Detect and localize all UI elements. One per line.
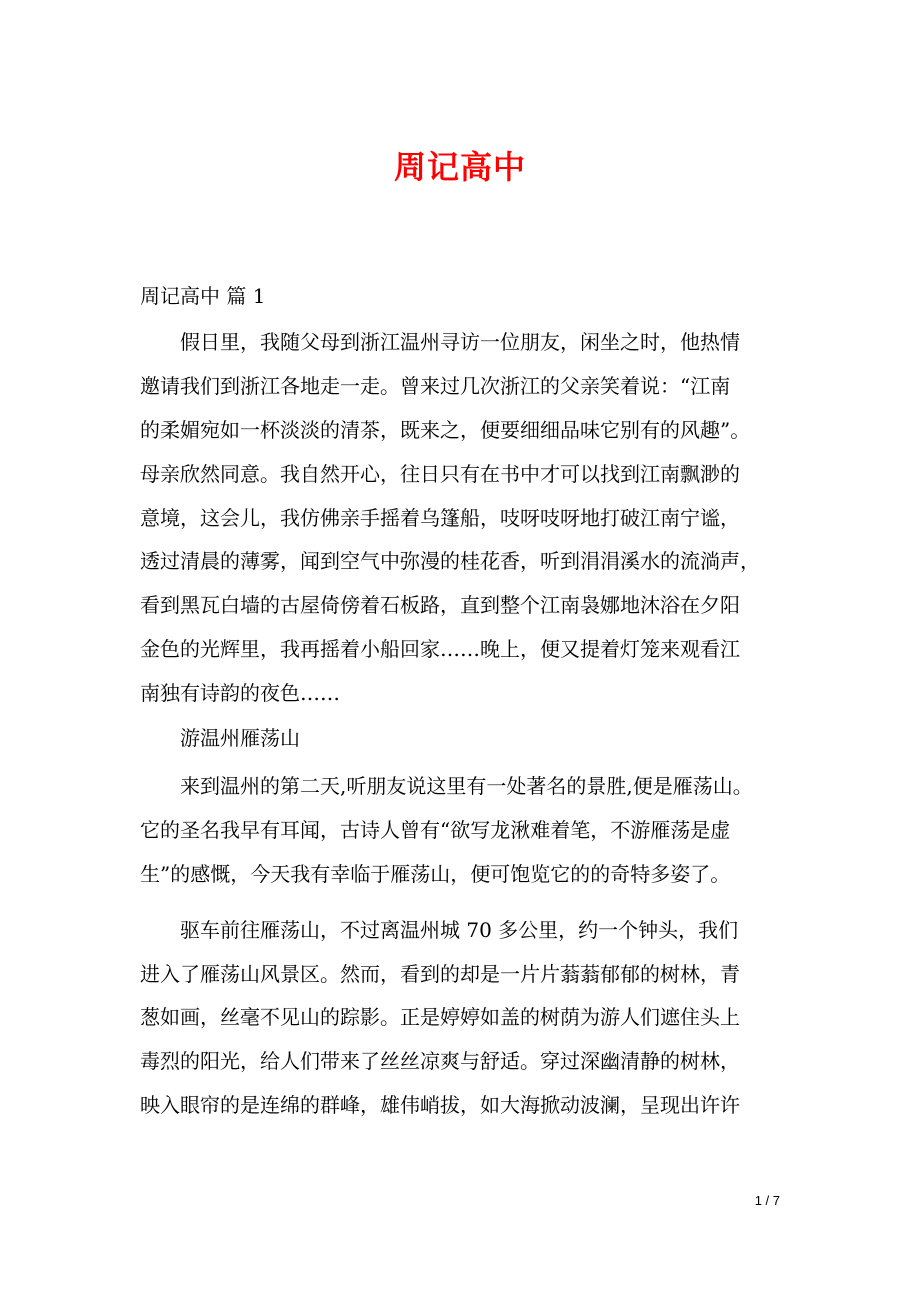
text-line: 意境，这会儿，我仿佛亲手摇着乌篷船，吱呀吱呀地打破江南宁谧， (140, 505, 740, 530)
text-line: 来到温州的第二天,听朋友说这里有一处著名的景胜,便是雁荡山。 (140, 774, 753, 799)
text-line: 它的圣名我早有耳闻，古诗人曾有“欲写龙湫难着笔，不游雁荡是虚 (140, 817, 731, 842)
section-heading: 周记高中 篇 1 (140, 284, 266, 308)
text-line: 进入了雁荡山风景区。然而，看到的却是一片片蓊蓊郁郁的树林，青 (140, 961, 740, 986)
document-title: 周记高中 (393, 148, 526, 186)
text-line: 驱车前往雁荡山，不过离温州城 70 多公里，约一个钟头，我们 (140, 917, 739, 942)
text-line: 生”的感慨，今天我有幸临于雁荡山，便可饱览它的的奇特多姿了。 (140, 861, 731, 886)
text-line: 毒烈的阳光，给人们带来了丝丝凉爽与舒适。穿过深幽清静的树林， (140, 1049, 740, 1074)
document-body (140, 281, 780, 1128)
paragraph-3 (140, 909, 780, 1128)
text-line: 母亲欣然同意。我自然开心，往日只有在书中才可以找到江南飘渺的 (140, 461, 740, 486)
text-line: 葱如画，丝毫不见山的踪影。正是婷婷如盖的树荫为游人们遮住头上 (140, 1005, 740, 1030)
paragraph-2 (140, 765, 780, 897)
page-number: 1 / 7 (754, 1193, 780, 1208)
text-line: 的柔媚宛如一杯淡淡的清茶，既来之，便要细细品味它别有的风趣”。 (140, 417, 751, 442)
text-line: 邀请我们到浙江各地走一走。曾来过几次浙江的父亲笑着说：“江南 (140, 373, 731, 398)
paragraph-1 (140, 321, 780, 716)
text-line: 映入眼帘的是连绵的群峰，雄伟峭拔，如大海掀动波澜，呈现出许许 (140, 1093, 740, 1118)
text-line: 看到黑瓦白墙的古屋倚傍着石板路，直到整个江南袅娜地沐浴在夕阳 (140, 593, 740, 618)
text-line: 假日里，我随父母到浙江温州寻访一位朋友，闲坐之时，他热情 (140, 330, 740, 354)
text-line: 金色的光辉里，我再摇着小船回家……晚上，便又提着灯笼来观看江 (140, 637, 740, 662)
text-line: 南独有诗韵的夜色…… (140, 681, 340, 706)
subheading-yandang: 游温州雁荡山 (140, 726, 300, 751)
text-line: 透过清晨的薄雾，闻到空气中弥漫的桂花香，听到涓涓溪水的流淌声， (140, 549, 760, 574)
